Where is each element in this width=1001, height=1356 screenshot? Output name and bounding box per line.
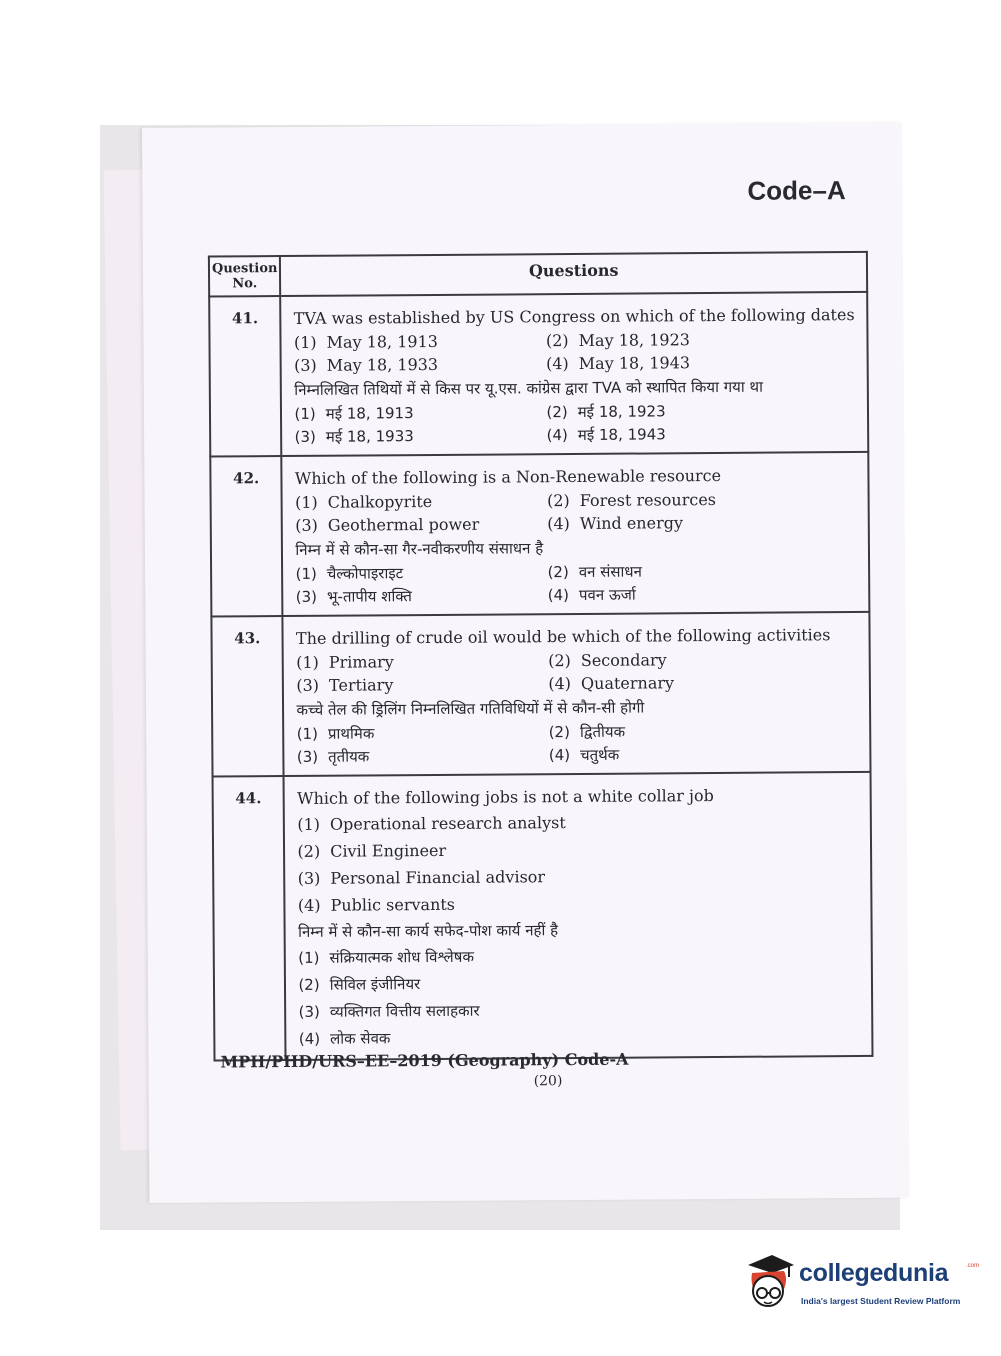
option-text: तृतीयक xyxy=(328,747,370,766)
option-text: मई 18, 1933 xyxy=(325,427,414,446)
options-hindi xyxy=(294,399,859,449)
option-number: (4) xyxy=(546,354,569,374)
option-text: चतुर्थक xyxy=(580,745,620,764)
option-number: (2) xyxy=(547,563,569,582)
question-text-hindi: कच्चे तेल की ड्रिलिंग निम्नलिखित गतिविधियों में से कौन-सी होगी xyxy=(296,698,645,719)
option xyxy=(297,807,862,838)
option xyxy=(549,719,862,744)
question-row xyxy=(211,612,870,777)
option-number: (1) xyxy=(296,652,319,672)
option-text: प्राथमिक xyxy=(327,724,375,743)
table-header-row xyxy=(209,252,867,297)
option-text: Quaternary xyxy=(580,673,675,693)
option xyxy=(298,968,863,999)
question-number: 43. xyxy=(211,616,284,776)
option xyxy=(546,327,859,352)
question-number-header: Question No. xyxy=(209,256,281,296)
logo-wordmark: collegedunia xyxy=(799,1259,949,1287)
option-number: (2) xyxy=(545,331,569,351)
option-number: (3) xyxy=(295,587,318,606)
option xyxy=(299,995,864,1026)
option xyxy=(547,487,860,512)
question-text-hindi: निम्नलिखित तिथियों में से किस पर यू.एस. कांग्रेस द्वारा TVA को स्थापित किया गया था xyxy=(294,377,764,399)
option xyxy=(548,670,861,695)
question-text-hindi: निम्न में से कौन-सा कार्य सफेद-पोश कार्य नहीं है xyxy=(297,921,559,941)
graduate-mascot-icon xyxy=(744,1251,796,1317)
option-text: सिविल इंजीनियर xyxy=(329,975,421,994)
option-text: Wind energy xyxy=(579,513,684,533)
option-text: May 18, 1923 xyxy=(578,330,690,350)
option-number: (2) xyxy=(548,723,570,742)
options-english xyxy=(296,647,861,697)
option xyxy=(294,401,546,426)
option xyxy=(297,834,862,865)
option-text: Chalkopyrite xyxy=(327,491,433,512)
question-text-english: Which of the following is a Non-Renewable resource xyxy=(294,465,722,488)
option xyxy=(295,512,547,537)
option-text: चैल्कोपाइराइट xyxy=(326,564,404,583)
option-number: (3) xyxy=(296,675,320,695)
question-body xyxy=(282,452,870,616)
option-text: संक्रियात्मक शोध विश्लेषक xyxy=(329,947,474,967)
question-text-english: TVA was established by US Congress on which of the following dates xyxy=(293,305,855,328)
option xyxy=(298,861,863,892)
option xyxy=(296,649,548,674)
option xyxy=(547,510,860,535)
option-number: (1) xyxy=(297,814,321,834)
option-text: वन संसाधन xyxy=(578,562,643,581)
option-number: (1) xyxy=(293,332,317,352)
option-number: (4) xyxy=(297,895,321,915)
option xyxy=(298,888,863,919)
questions-table xyxy=(208,251,874,1062)
option xyxy=(295,489,547,514)
logo-domain-suffix: .com xyxy=(966,1263,980,1269)
option-number: (4) xyxy=(548,674,572,694)
option-number: (2) xyxy=(546,403,568,422)
option-text: द्वितीयक xyxy=(579,722,626,741)
question-body xyxy=(281,292,869,456)
option-text: Public servants xyxy=(330,894,456,915)
question-row xyxy=(213,772,873,1061)
option-text: व्यक्तिगत वित्तीय सलाहकार xyxy=(329,1001,480,1021)
question-text-hindi: निम्न में से कौन-सा गैर-नवीकरणीय संसाधन है xyxy=(295,539,544,559)
option-text: मई 18, 1913 xyxy=(325,404,414,423)
option-text: Primary xyxy=(328,652,394,672)
option-number: (1) xyxy=(296,724,318,743)
exam-sheet xyxy=(142,123,909,1203)
option-number: (2) xyxy=(298,975,320,994)
option xyxy=(294,329,546,354)
option xyxy=(296,672,548,697)
option-text: पवन ऊर्जा xyxy=(578,585,636,604)
option-text: May 18, 1943 xyxy=(578,353,691,373)
option xyxy=(546,350,859,375)
option-number: (3) xyxy=(294,355,317,375)
exam-footer: MPH/PHD/URS–EE–2019 (Geography) Code-A xyxy=(220,1049,629,1072)
option-number: (4) xyxy=(547,586,570,605)
option-text: May 18, 1913 xyxy=(326,331,438,352)
page-number: (20) xyxy=(533,1073,563,1090)
option xyxy=(294,352,546,377)
options-english xyxy=(295,487,860,537)
option-text: मई 18, 1943 xyxy=(577,425,666,444)
option xyxy=(295,561,547,586)
option-text: Forest resources xyxy=(579,490,717,510)
option xyxy=(295,424,547,449)
option-number: (1) xyxy=(294,492,318,512)
collegedunia-logo[interactable] xyxy=(744,1251,980,1317)
option xyxy=(549,742,862,767)
option-text: Civil Engineer xyxy=(330,840,447,861)
questions-header: Questions xyxy=(280,252,867,296)
question-body xyxy=(283,612,871,776)
question-row xyxy=(210,452,869,617)
question-row xyxy=(209,292,868,457)
option-number: (3) xyxy=(295,515,318,535)
option xyxy=(297,744,549,769)
option xyxy=(299,1022,864,1053)
option-number: (4) xyxy=(547,514,570,534)
option-number: (3) xyxy=(296,747,319,766)
option xyxy=(298,941,863,972)
options-hindi xyxy=(298,941,863,1053)
option-text: Tertiary xyxy=(328,675,394,695)
option-number: (3) xyxy=(298,1002,320,1021)
option-number: (4) xyxy=(298,1029,321,1048)
option-number: (2) xyxy=(297,841,321,861)
option-text: लोक सेवक xyxy=(329,1029,391,1048)
option-number: (4) xyxy=(546,426,568,445)
option-text: Geothermal power xyxy=(327,514,480,535)
options-hindi xyxy=(297,719,862,769)
question-text-english: The drilling of crude oil would be which of the following activities xyxy=(295,625,831,648)
question-number: 44. xyxy=(213,776,286,1060)
option xyxy=(546,399,859,424)
option-text: Personal Financial advisor xyxy=(330,867,546,888)
option xyxy=(547,559,860,584)
logo-tagline: India's largest Student Review Platform xyxy=(801,1296,961,1306)
option xyxy=(547,422,860,447)
option-number: (2) xyxy=(548,651,571,671)
option-text: May 18, 1933 xyxy=(326,354,439,375)
option-number: (1) xyxy=(295,564,317,583)
option-number: (1) xyxy=(294,404,316,423)
option-text: Operational research analyst xyxy=(329,813,566,834)
question-text-english: Which of the following jobs is not a white collar job xyxy=(297,786,714,808)
option xyxy=(297,721,549,746)
option xyxy=(296,584,548,609)
options-english xyxy=(297,807,862,919)
question-number: 42. xyxy=(210,456,283,616)
question-number: 41. xyxy=(209,296,282,456)
options-english xyxy=(294,327,859,377)
option xyxy=(548,647,861,672)
option-number: (3) xyxy=(294,427,316,446)
option-text: मई 18, 1923 xyxy=(577,402,666,421)
option xyxy=(548,582,861,607)
option-text: भू-तापीय शक्ति xyxy=(326,587,412,606)
option-number: (1) xyxy=(298,948,320,967)
option-text: Secondary xyxy=(580,650,667,670)
option-number: (2) xyxy=(546,491,570,511)
option-number: (4) xyxy=(548,746,571,765)
code-label: Code–A xyxy=(747,175,846,206)
option-number: (3) xyxy=(297,868,321,888)
options-hindi xyxy=(295,559,860,609)
question-body xyxy=(284,772,873,1060)
